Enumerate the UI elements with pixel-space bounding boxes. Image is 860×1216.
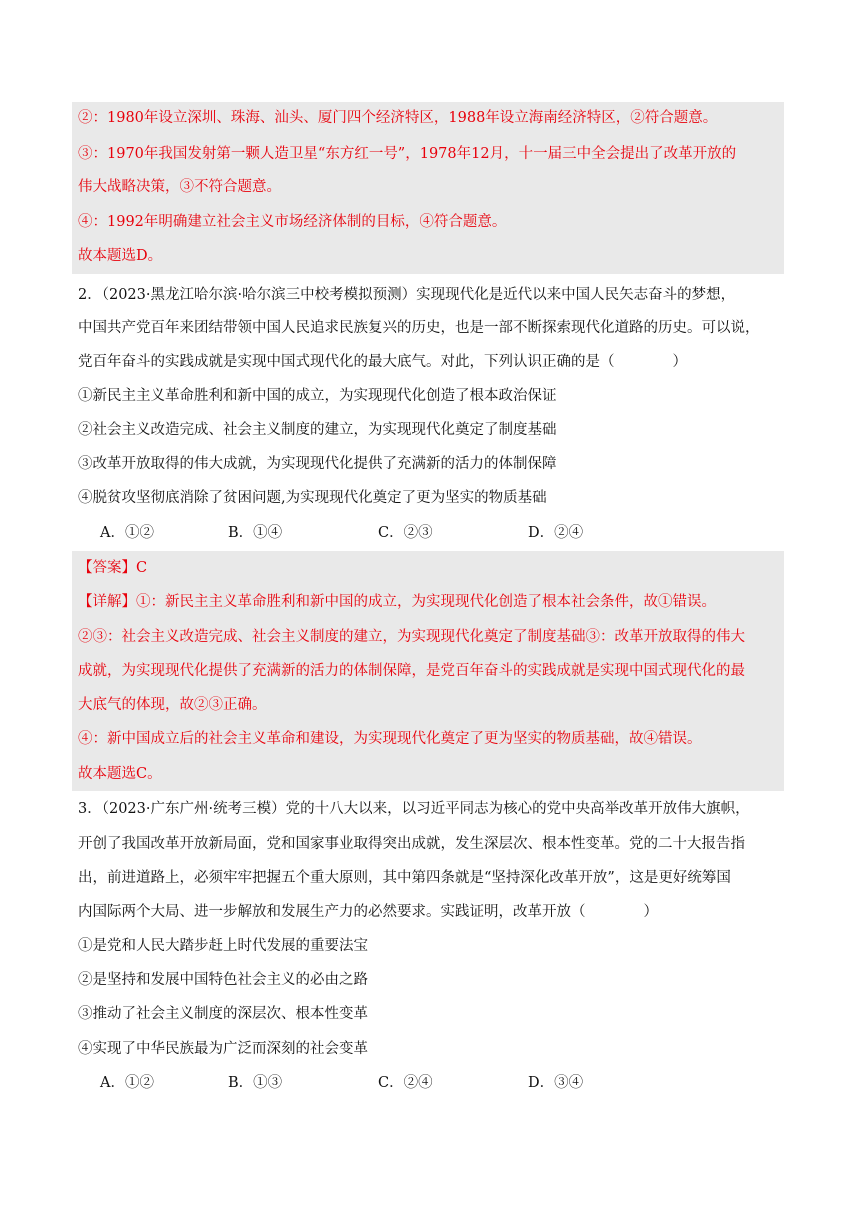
conclusion-line: 故本题选C。 — [78, 766, 162, 782]
question-item: ③改革开放取得的伟大成就，为实现现代化提供了充满新的活力的体制保障 — [78, 456, 557, 472]
question-item: ④实现了中华民族最为广泛而深刻的社会变革 — [78, 1041, 368, 1057]
question-stem-line: 内国际两个大局、进一步解放和发展生产力的必然要求。实践证明，改革开放（ ） — [78, 904, 658, 920]
option-c: C．②③ — [378, 525, 433, 541]
explanation-line: 大底气的体现，故②③正确。 — [78, 697, 267, 713]
option-b: B．①③ — [228, 1075, 283, 1091]
question-item: ①新民主主义革命胜利和新中国的成立，为实现现代化创造了根本政治保证 — [78, 388, 557, 404]
question-item: ②社会主义改造完成、社会主义制度的建立，为实现现代化奠定了制度基础 — [78, 422, 557, 438]
question-stem-line: 出，前进道路上，必须牢牢把握五个重大原则，其中第四条就是“坚持深化改革开放”，这是更好统筹国 — [78, 870, 731, 886]
question-item: ①是党和人民大踏步赶上时代发展的重要法宝 — [78, 938, 368, 954]
explanation-line: 伟大战略决策，③不符合题意。 — [78, 179, 281, 195]
option-b: B．①④ — [228, 525, 283, 541]
option-a: A．①② — [100, 1075, 154, 1091]
question-stem-line: 党百年奋斗的实践成就是实现中国式现代化的最大底气。对此，下列认识正确的是（ ） — [78, 354, 687, 370]
question-stem-line: 3．（2023·广东广州·统考三模）党的十八大以来，以习近平同志为核心的党中央高举改革开放伟大旗帜， — [78, 801, 750, 817]
explanation-line: 【详解】①：新民主主义革命胜利和新中国的成立，为实现现代化创造了根本社会条件，故①错误。 — [78, 594, 716, 610]
explanation-line: ③：1970年我国发射第一颗人造卫星“东方红一号”，1978年12月，十一届三中全会提出了改革开放的 — [78, 146, 737, 162]
option-a: A．①② — [100, 525, 154, 541]
explanation-line: 成就，为实现现代化提供了充满新的活力的体制保障，是党百年奋斗的实践成就是实现中国式现代化的最 — [78, 663, 745, 679]
explanation-line: ②：1980年设立深圳、珠海、汕头、厦门四个经济特区，1988年设立海南经济特区，②符合题意。 — [78, 110, 718, 126]
question-item: ④脱贫攻坚彻底消除了贫困问题,为实现现代化奠定了更为坚实的物质基础 — [78, 490, 547, 506]
explanation-line: ④：1992年明确建立社会主义市场经济体制的目标，④符合题意。 — [78, 214, 507, 230]
conclusion-line: 故本题选D。 — [78, 248, 163, 264]
explanation-line: ②③：社会主义改造完成、社会主义制度的建立，为实现现代化奠定了制度基础③：改革开放取得的伟大 — [78, 629, 745, 645]
explanation-line: ④：新中国成立后的社会主义革命和建设，为实现现代化奠定了更为坚实的物质基础，故④错误。 — [78, 731, 702, 747]
question-stem-line: 2．（2023·黑龙江哈尔滨·哈尔滨三中校考模拟预测）实现现代化是近代以来中国人民矢志奋斗的梦想， — [78, 287, 736, 303]
answer-line: 【答案】C — [78, 560, 148, 576]
question-item: ②是坚持和发展中国特色社会主义的必由之路 — [78, 972, 368, 988]
option-d: D．③④ — [528, 1075, 584, 1091]
option-d: D．②④ — [528, 525, 584, 541]
option-c: C．②④ — [378, 1075, 433, 1091]
question-stem-line: 中国共产党百年来团结带领中国人民追求民族复兴的历史，也是一部不断探索现代化道路的历史。可以说， — [78, 320, 760, 336]
question-stem-line: 开创了我国改革开放新局面，党和国家事业取得突出成就，发生深层次、根本性变革。党的二十大报告指 — [78, 836, 745, 852]
question-item: ③推动了社会主义制度的深层次、根本性变革 — [78, 1006, 368, 1022]
